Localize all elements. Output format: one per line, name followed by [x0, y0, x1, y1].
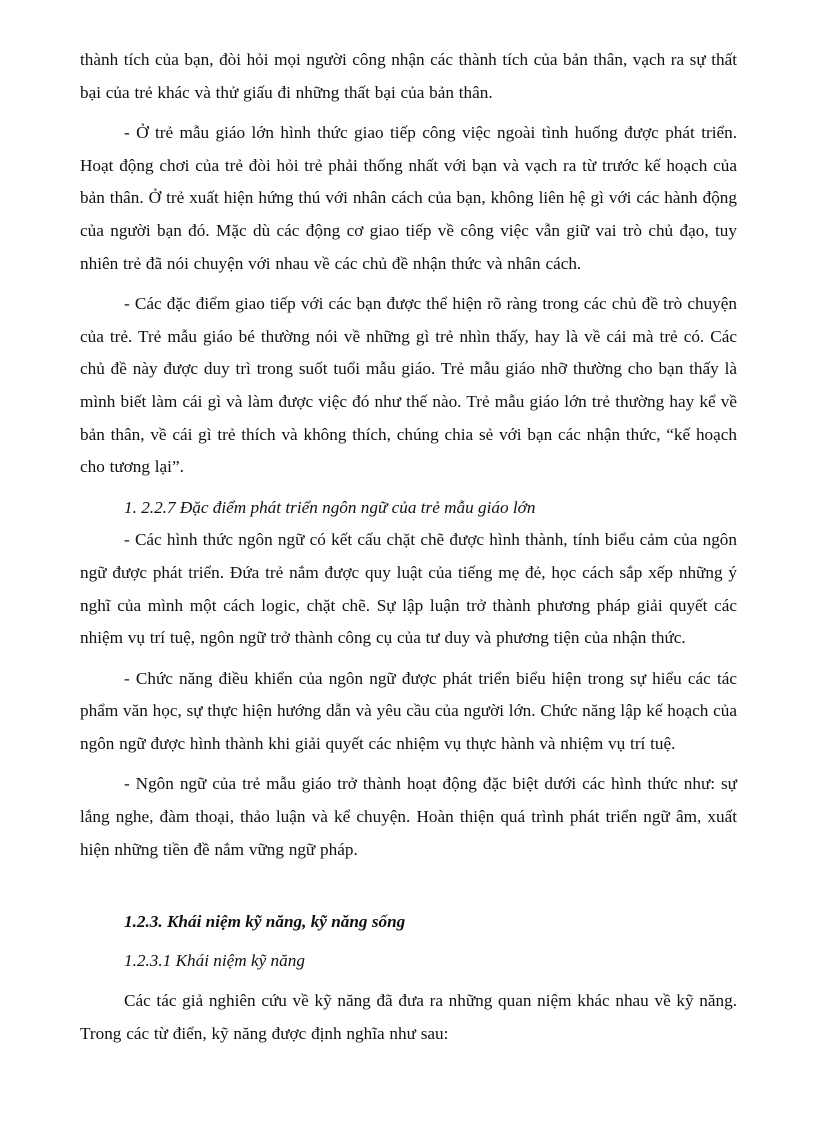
section-heading-language-development: 1. 2.2.7 Đặc điểm phát triển ngôn ngữ của trẻ mẫu giáo lớn — [124, 497, 536, 517]
paragraph-work-communication: - Ở trẻ mẫu giáo lớn hình thức giao tiếp công việc ngoài tình huống được phát triển. Hoạt động chơi của trẻ đòi hỏi trẻ phải thống nhất với bạn và vạch ra từ trước kế hoạch của bản thân. Ở trẻ xuất hiện hứng thú với nhân cách của bạn, không liên hệ gì với các hành động của người bạn đó. Mặc dù các động cơ giao tiếp về công việc vẫn giữ vai trò chủ đạo, tuy nhiên trẻ đã nói chuyện với nhau về các chủ đề nhận thức và nhân cách. — [80, 123, 737, 273]
paragraph-continuation: thành tích của bạn, đòi hỏi mọi người công nhận các thành tích của bản thân, vạch ra sự thất bại của trẻ khác và thử giấu đi những thất bại của bản thân. — [80, 50, 737, 102]
paragraph-skill-definition: Các tác giả nghiên cứu về kỹ năng đã đưa ra những quan niệm khác nhau về kỹ năng. Trong các từ điển, kỹ năng được định nghĩa như sau: — [80, 991, 737, 1044]
subsection-heading-skill-concept: 1.2.3.1 Khái niệm kỹ năng — [124, 950, 305, 970]
paragraph-language-forms: - Các hình thức ngôn ngữ có kết cấu chặt chẽ được hình thành, tính biểu cảm của ngôn ngữ được phát triển. Đứa trẻ nắm được quy luật của tiếng mẹ đẻ, học cách sắp xếp những ý nghĩ của mình một cách logic, chặt chẽ. Sự lập luận trở thành phương pháp giải quyết các nhiệm vụ trí tuệ, ngôn ngữ trở thành công cụ của tư duy và phương tiện của nhận thức. — [80, 530, 737, 648]
paragraph-language-activity: - Ngôn ngữ của trẻ mẫu giáo trở thành hoạt động đặc biệt dưới các hình thức như: sự lắng nghe, đàm thoại, thảo luận và kể chuyện. Hoàn thiện quá trình phát triển ngữ âm, xuất hiện những tiền đề nắm vững ngữ pháp. — [80, 774, 737, 859]
paragraph-language-control: - Chức năng điều khiển của ngôn ngữ được phát triển biểu hiện trong sự hiểu các tác phẩm văn học, sự thực hiện hướng dẫn và yêu cầu của người lớn. Chức năng lập kế hoạch của ngôn ngữ được hình thành khi giải quyết các nhiệm vụ thực hành và nhiệm vụ trí tuệ. — [80, 668, 737, 753]
section-heading-skills: 1.2.3. Khái niệm kỹ năng, kỹ năng sống — [124, 912, 406, 932]
document-page — [80, 44, 737, 1051]
paragraph-conversation-topics: - Các đặc điểm giao tiếp với các bạn được thể hiện rõ ràng trong các chủ đề trò chuyện của trẻ. Trẻ mẫu giáo bé thường nói về những gì trẻ nhìn thấy, hay là về cái mà trẻ có. Các chủ đề này được duy trì trong suốt tuổi mẫu giáo. Trẻ mẫu giáo nhỡ thường cho bạn thấy là mình biết làm cái gì và làm được việc đó như thế nào. Trẻ mẫu giáo lớn trẻ thường hay kể về bản thân, về cái gì trẻ thích và không thích, chúng chia sẻ với bạn các nhận thức, “kế hoạch cho tương lại”. — [80, 294, 737, 477]
